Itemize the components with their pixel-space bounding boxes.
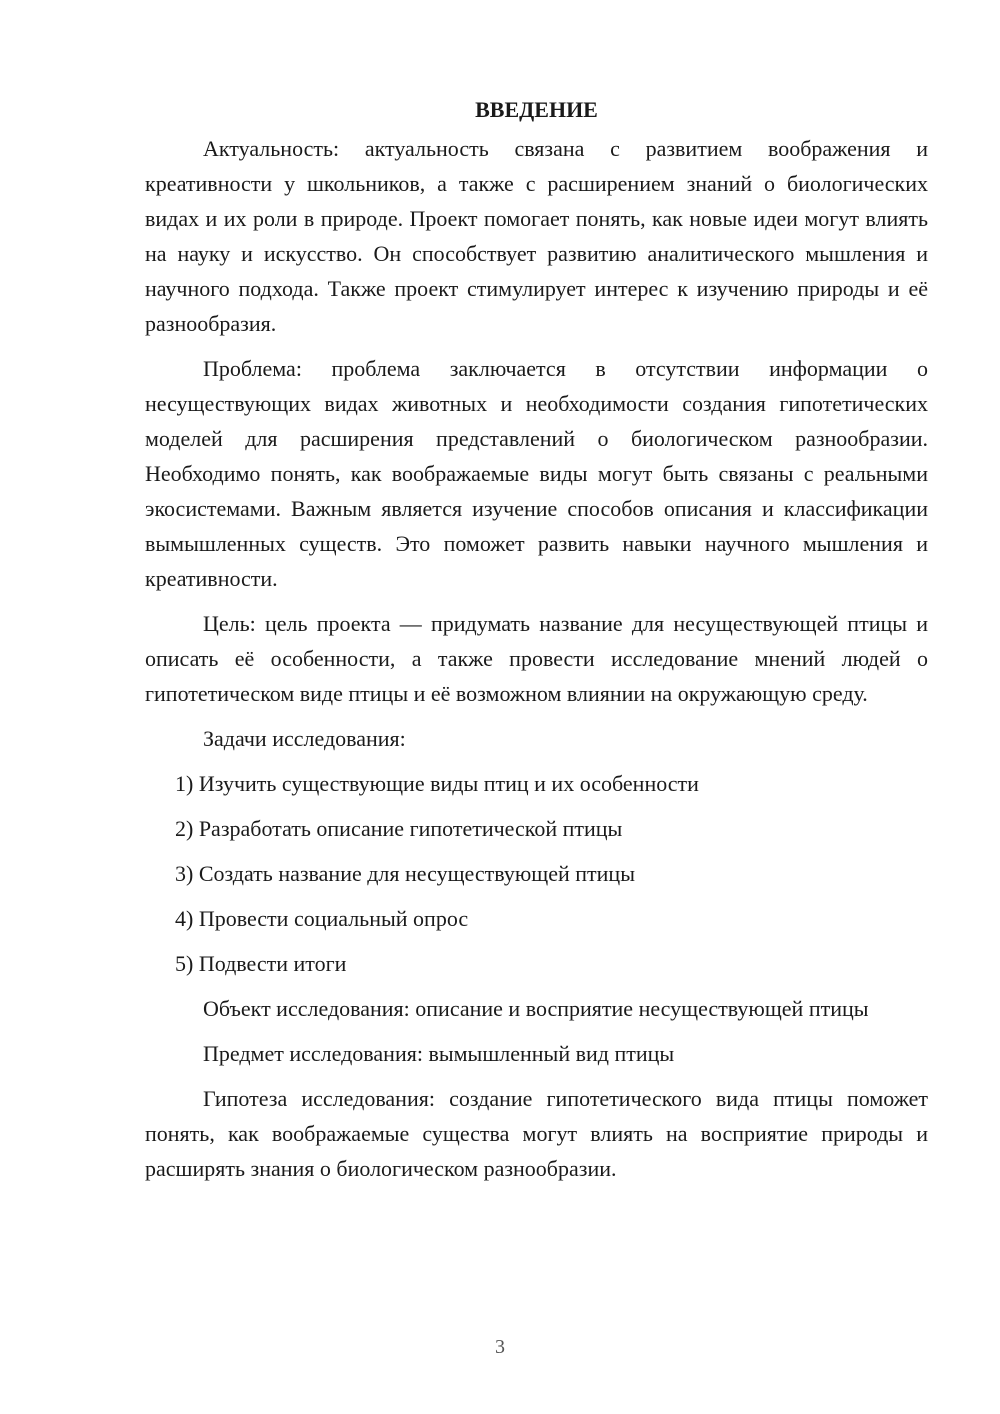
tasks-list — [145, 766, 928, 981]
task-item: 1) Изучить существующие виды птиц и их особенности — [175, 771, 699, 796]
page-content — [145, 92, 928, 1196]
relevance-paragraph: Актуальность: актуальность связана с развитием воображения и креативности у школьников, а также с расширением знаний о биологических видах и их роли в природе. Проект помогает понять, как новые идеи могут влиять на науку и искусство. Он способствует развитию аналитического мышления и научного подхода. Также проект стимулирует интерес к изучению природы и её разнообразия. — [145, 136, 928, 336]
page-title: ВВЕДЕНИЕ — [475, 97, 598, 122]
subject-paragraph: Предмет исследования: вымышленный вид птицы — [203, 1041, 675, 1066]
goal-paragraph: Цель: цель проекта — придумать название для несуществующей птицы и описать её особенности, а также провести исследование мнений людей о гипотетическом виде птицы и её возможном влиянии на окружающую среду. — [145, 611, 928, 706]
hypothesis-paragraph: Гипотеза исследования: создание гипотетического вида птицы поможет понять, как воображаемые существа могут влиять на восприятие природы и расширять знания о биологическом разнообразии. — [145, 1086, 928, 1181]
task-item: 5) Подвести итоги — [175, 951, 347, 976]
task-item: 3) Создать название для несуществующей птицы — [175, 861, 635, 886]
page-number: 3 — [495, 1336, 505, 1358]
task-item: 2) Разработать описание гипотетической птицы — [175, 816, 623, 841]
task-item: 4) Провести социальный опрос — [175, 906, 469, 931]
tasks-heading: Задачи исследования: — [203, 726, 406, 751]
problem-paragraph: Проблема: проблема заключается в отсутствии информации о несуществующих видах животных и необходимости создания гипотетических моделей для расширения представлений о биологическом разнообразии. Необходимо понять, как воображаемые виды могут быть связаны с реальными экосистемами. Важным является изучение способов описания и классификации вымышленных существ. Это поможет развить навыки научного мышления и креативности. — [145, 356, 928, 591]
object-paragraph: Объект исследования: описание и восприятие несуществующей птицы — [203, 996, 869, 1021]
